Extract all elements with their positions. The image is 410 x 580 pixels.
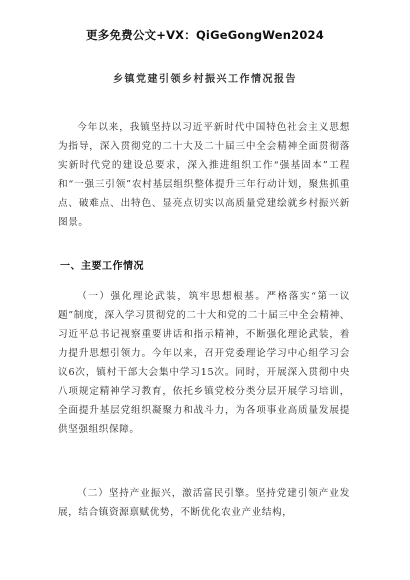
paragraph-theory: （一）强化理论武装，筑牢思想根基。严格落实“第一议题”制度，深入学习贯彻党的二十大和党的二十届三中全会精神、习近平总书记视察重要讲话和指示精神，不断强化理论武装，着力提升思想引领力。今年以来，召开党委理论学习中心组学习会议6次，镇村干部大会集中学习15次。同时，开展深入贯彻中央八项规定精神学习教育，依托乡镇党校分类分层开展学习培训，全面提升基层党组织凝聚力和战斗力，为各项事业高质量发展提供坚强组织保障。 <box>58 291 350 435</box>
promo-banner: 更多免费公文+VX：QiGeGongWen2024 <box>86 28 324 42</box>
intro-paragraph: 今年以来，我镇坚持以习近平新时代中国特色社会主义思想为指导，深入贯彻党的二十大及二十届三中全会精神全面贯彻落实新时代党的建设总要求，深入推进组织工作“强基固本”工程和“一强三引领”农村基层组织整体提升三年行动计划，聚焦抓重点、破难点、出特色、显亮点切实以高质量党建绘就乡村振兴新图景。 <box>58 122 350 228</box>
section-1-block <box>58 287 350 439</box>
paragraph-industry: （二）坚持产业振兴，激活富民引擎。坚持党建引领产业发展，结合镇资源禀赋优势，不断优化农业产业结构， <box>58 488 350 518</box>
section-2-block <box>58 484 350 522</box>
section-heading: 一、主要工作情况 <box>60 261 144 272</box>
intro-block <box>58 118 350 232</box>
document-title: 乡镇党建引领乡村振兴工作情况报告 <box>113 74 297 85</box>
